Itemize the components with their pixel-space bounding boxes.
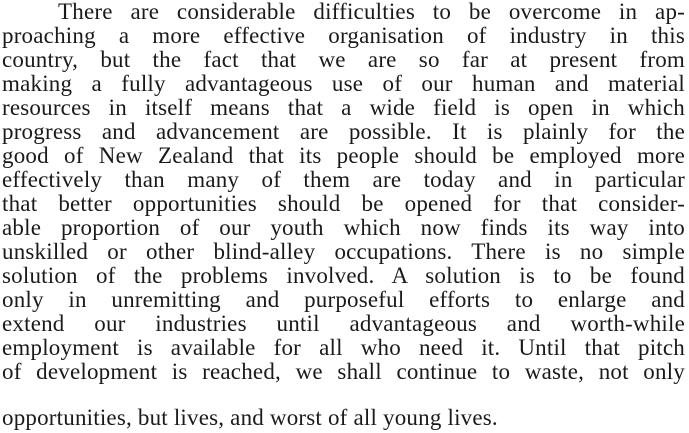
text-line: able proportion of our youth which now finds its way into bbox=[2, 215, 685, 240]
text-line: progress and advancement are possible. It is plainly for the bbox=[2, 119, 685, 144]
text-line: unskilled or other blind-alley occupations. There is no simple bbox=[2, 239, 685, 264]
text-line: resources in itself means that a wide field is open in which bbox=[2, 95, 685, 120]
text-line: extend our industries until advantageous and worth-while bbox=[2, 311, 685, 336]
text-line: good of New Zealand that its people should be employed more bbox=[2, 143, 685, 168]
text-line: that better opportunities should be opened for that consider- bbox=[2, 191, 685, 216]
text-line: solution of the problems involved. A solution is to be found bbox=[2, 263, 685, 288]
text-line-last: opportunities, but lives, and worst of all young lives. bbox=[2, 405, 498, 430]
text-line: effectively than many of them are today and in particular bbox=[2, 167, 685, 192]
text-line: employment is available for all who need it. Until that pitch bbox=[2, 335, 685, 360]
text-line: only in unremitting and purposeful efforts to enlarge and bbox=[2, 287, 685, 312]
text-line: of development is reached, we shall continue to waste, not only bbox=[2, 359, 685, 384]
text-line: country, but the fact that we are so far at present from bbox=[2, 47, 685, 72]
text-line: There are considerable difficulties to be overcome in ap- bbox=[58, 0, 685, 24]
text-line: proaching a more effective organisation of industry in this bbox=[2, 23, 685, 48]
text-line: making a fully advantageous use of our human and material bbox=[2, 71, 685, 96]
